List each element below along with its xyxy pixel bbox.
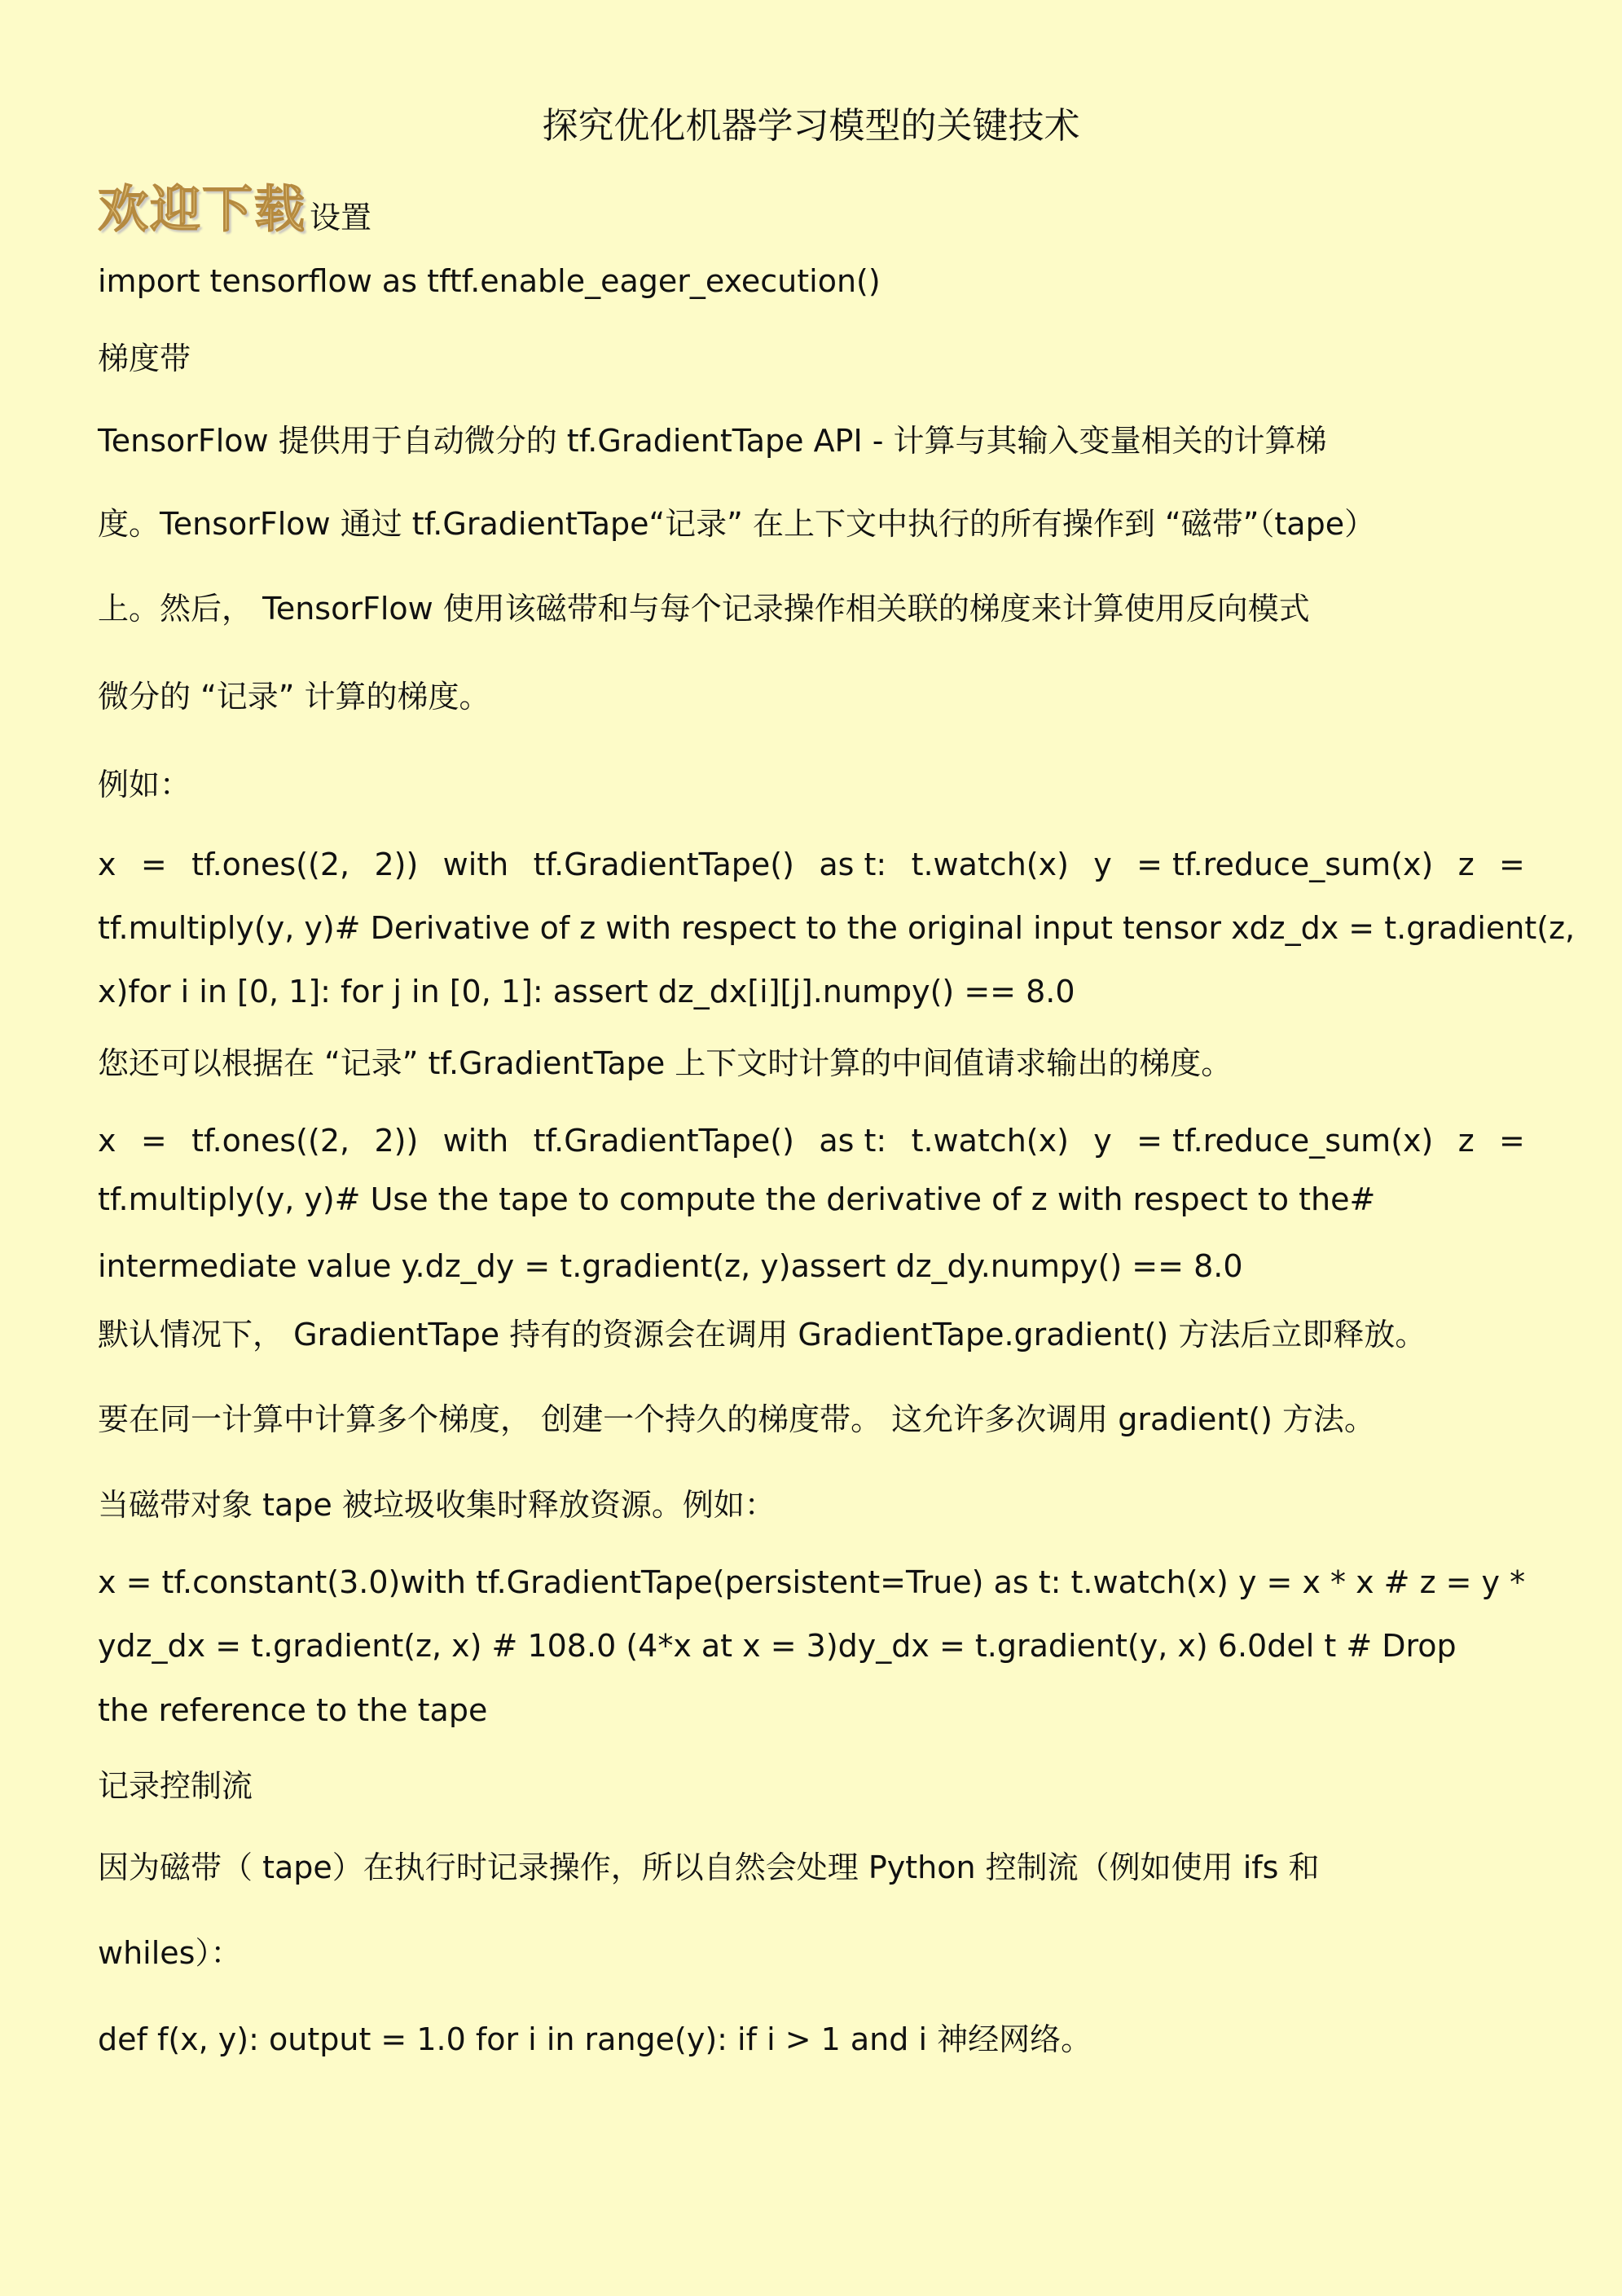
code-line-13: tf.multiply(y, y)# Use the tape to compute the derivative of z with respect to the# [98,1181,1376,1217]
code-token: with [442,847,509,882]
code-token: x [98,1123,116,1159]
text-line-6: 微分的 “记录” 计算的梯度。 [98,679,490,715]
code-token: t.watch(x) [911,1123,1069,1159]
document-title: 探究优化机器学习模型的关键技术 [542,105,1080,147]
code-token: x [98,847,116,882]
code-token: with [442,1123,509,1159]
code-token: = [1499,847,1525,882]
code-token: 2)) [374,847,419,882]
banner-text: 设置 [310,200,372,235]
code-line-20: the reference to the tape [98,1692,488,1728]
code-token: = [140,847,167,882]
code-line-19: ydz_dx = t.gradient(z, x) # 108.0 (4*x at x = 3)dy_dx = t.gradient(y, x) 6.0del t # Drop [98,1628,1457,1664]
text-line-7: 例如： [98,767,191,803]
code-token: z [1457,847,1475,882]
text-line-23: whiles）： [98,1935,242,1971]
text-line-16: 要在同一计算中计算多个梯度， 创建一个持久的梯度带。 这允许多次调用 gradient() 方法。 [98,1401,1376,1437]
section-heading-control-flow: 记录控制流 [98,1768,253,1804]
code-token: = [1499,1123,1525,1159]
code-line-9: tf.multiply(y, y)# Derivative of z with respect to the original input tensor xdz_dx = t.gradient(z, [98,910,1576,946]
code-token: tf.ones((2, [191,1123,350,1159]
text-line-1: import tensorflow as tftf.enable_eager_execution() [98,263,881,299]
code-token: y [1093,1123,1112,1159]
code-line-10: x)for i in [0, 1]: for j in [0, 1]: assert dz_dx[i][j].numpy() == 8.0 [98,974,1075,1009]
code-line-24: def f(x, y): output = 1.0 for i in range(y): if i > 1 and i 神经网络。 [98,2021,1092,2057]
code-token: y [1093,847,1112,882]
code-token: as t: [819,847,887,882]
code-token: z [1457,1123,1475,1159]
code-token: = tf.reduce_sum(x) [1136,847,1434,882]
text-line-11: 您还可以根据在 “记录” tf.GradientTape 上下文时计算的中间值请求输出的梯度。 [98,1045,1233,1081]
welcome-download-logo: 欢迎下载 [98,179,307,239]
text-line-22: 因为磁带（ tape）在执行时记录操作，所以自然会处理 Python 控制流（例如使用 ifs 和 [98,1850,1320,1885]
code-token: 2)) [374,1123,419,1159]
code-token: tf.ones((2, [191,847,350,882]
download-banner [98,169,372,239]
code-line-8 [98,846,1525,885]
section-heading-gradient-tape: 梯度带 [98,341,191,376]
code-line-12 [98,1122,1525,1161]
code-token: tf.GradientTape() [533,1123,794,1159]
text-line-15: 默认情况下， GradientTape 持有的资源会在调用 GradientTape.gradient() 方法后立即释放。 [98,1317,1426,1353]
text-line-3: TensorFlow 提供用于自动微分的 tf.GradientTape API - 计算与其输入变量相关的计算梯 [98,423,1327,459]
text-line-17: 当磁带对象 tape 被垃圾收集时释放资源。例如： [98,1487,776,1523]
code-token: t.watch(x) [911,847,1069,882]
code-line-18: x = tf.constant(3.0)with tf.GradientTape(persistent=True) as t: t.watch(x) y = x * x # z = y * [98,1564,1526,1600]
text-line-5: 上。然后， TensorFlow 使用该磁带和与每个记录操作相关联的梯度来计算使用反向模式 [98,591,1310,627]
code-token: as t: [819,1123,887,1159]
code-token: tf.GradientTape() [533,847,794,882]
code-line-14: intermediate value y.dz_dy = t.gradient(z, y)assert dz_dy.numpy() == 8.0 [98,1248,1243,1284]
text-line-4: 度。TensorFlow 通过 tf.GradientTape“记录” 在上下文中执行的所有操作到 “磁带”（tape） [98,506,1376,542]
code-token: = [140,1123,167,1159]
code-token: = tf.reduce_sum(x) [1136,1123,1434,1159]
